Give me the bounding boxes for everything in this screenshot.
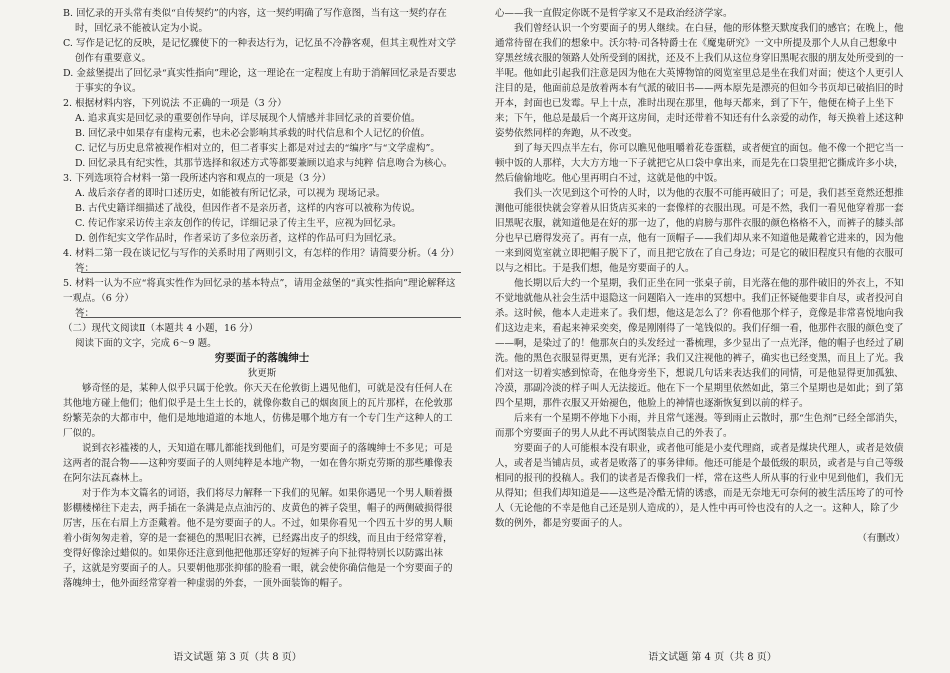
story-paragraph: 后来有一个星期不停地下小雨，并且常气迷漫。等到雨止云散时，那“生色剂”已经全部消失，而那个穷要面子的男人从此不再试图装点自己的外表了。 — [495, 413, 904, 439]
section-heading: （二）现代文阅读Ⅱ（本题共 4 小题，16 分） — [63, 323, 259, 334]
question-3-stem: 3. 下列选项符合材料一第一段所述内容和观点的一项是（3 分） — [63, 173, 332, 184]
reading-instruction: 阅读下面的文字，完成 6～9 题。 — [75, 338, 217, 349]
question-2-option-a: A. 追求真实是回忆录的重要创作导向，详尽展现个人情感并非回忆录的首要价值。 — [75, 113, 421, 124]
abridged-note: （有删改） — [857, 533, 905, 544]
story-paragraph: 对于作为本文篇名的词语，我们将尽力解释一下我们的见解。如果你遇见一个男人顺着摄影棚楼梯往下走去，两手插在一条满是点点油污的、皮黄色的裤子袋里，帽子的两侧破损得很厉害，压在右眉上方歪戴着。他不是穷要面子的人。不过，如果你看见一个四五十岁的男人顺着小街匆匆走着，穿的是一套褪色的黑呢旧衣裤，已经露出皮子的织线，而且由于经常穿着，变得好像涂过蜡似的。如果你还注意到他把他那还穿好的短裤子向下扯得特别长以防露出袜子，这就是穷要面子的人。只要朝他那张抑郁的脸看一眼，就会使你确信他是一个穷要面子的落魄绅士，他外面经常穿着一种虚弱的外套，一顶外面装饰的帽子。 — [63, 488, 453, 589]
page-3-column — [63, 6, 461, 591]
question-2-option-c: C. 记忆与历史息常被视作相对立的，但二者事实上都是对过去的“编序”与“文学虚构”。 — [75, 143, 440, 154]
option-1c: C. 写作是记忆的反映，是记忆骤使下的一种表达行为，记忆虽不冷静客观，但其主观性对文学创作有重要意义。 — [63, 38, 456, 64]
story-paragraph: 我们头一次见到这个可怜的人时，以为他的衣服不可能再破旧了；可是，我们甚至竟然还想推测他可能很快就会穿着从旧货店买来的一套像样的衣服出现。可是不然，我们一看见他穿着那一套旧黑呢衣服，就知道他是在好的那一边了，他的肩膀与那件衣服的颜色格格不入，而裤子的膝头部分也早已磨得发亮了。再有一点，他有一顶帽子——我们却从来不知道他是戴着它进来的，因为他一来到阅览室就立即把帽子脱下了，而且把它放在了自己身边；可是它的破旧程度只有他的衣服可以与之相比。于是我们想，他是穷要面子的人。 — [495, 188, 904, 274]
question-5: 5. 材料一认为不应“将真实性作为回忆录的基本特点”，请用金兹堡的“真实性指向”理论解释这一观点。（6 分） — [63, 278, 456, 304]
question-2-stem: 2. 根据材料内容，下列说法 不正确的一项是（3 分） — [63, 98, 287, 109]
answer-line-4: 答： — [63, 261, 461, 276]
page-4-column — [495, 6, 905, 546]
question-3-option-d: D. 创作纪实文学作品时，作者采访了多位亲历者，这样的作品可归为回忆录。 — [75, 233, 402, 244]
page-3-footer: 语文试题 第 3 页（共 8 页） — [173, 652, 302, 663]
story-paragraph: 到了每天四点半左右，你可以瞧见他咀嚼着花卷蛋糕，或者便宜的面包。他不像一个把它当一顿中饭的人那样，大大方方地一下子就把它从口袋中拿出来，而是先在口袋里把它撕成许多小块，然后偷偷地吃。他心里再明白不过，这就是他的中饭。 — [495, 143, 904, 184]
page-4-footer: 语文试题 第 4 页（共 8 页） — [648, 652, 777, 663]
story-author: 狄更斯 — [247, 368, 277, 379]
page-4 — [475, 0, 950, 673]
question-3-option-b: B. 古代史籍详细描述了战役，但因作者不是亲历者，这样的内容可以被称为传说。 — [75, 203, 421, 214]
question-2-option-d: D. 回忆录具有纪实性，其那节选择和叙述方式等都要兼顾以追求与纯粹 信息吻合为核心。 — [75, 158, 453, 169]
story-paragraph: 够奇怪的是，某种人似乎只属于伦敦。你天天在伦敦街上遇见他们，可就是没有任何人在其他地方碰上他们；他们似乎是土生土长的，就像你数自己的烟囱顶上的瓦片那样，在伦敦那纷繁芜杂的大都市中，他们是地地道道的本地人，仿佛是哪个地方有一个专门生产这种人的工厂似的。 — [63, 383, 453, 439]
question-2-option-b: B. 回忆录中如果存有虚构元素，也未必会影响其承载的时代信息和个人记忆的价值。 — [75, 128, 431, 139]
story-paragraph: 穷要面子的人可能根本没有职业，或者他可能是小麦代理商，或者是煤块代理人，或者是效债人，或者是当铺店员，或者是败落了的事务律师。他还可能是个最低级的职员，或者是与自己等级相同的报刊的投稿人。我们的读者是否像我们一样，常在这些人所从事的行业中见到他们，我们无从得知；但我们却知道是——这些是冷酷无情的诱惑，而是无奈地无可奈何的被生活压垮了的可怜人（无论他的不幸是他自己还是别人造成的），是人性中再可怜也没有的人之一。这种人，除了少数的例外，都是穷要面子的人。 — [495, 443, 904, 529]
question-3-option-c: C. 传记作家采访传主亲友创作的传记，详细记录了传主生平，应视为回忆录。 — [75, 218, 402, 229]
answer-line-5: 答： — [63, 306, 461, 321]
story-paragraph: 说到衣衫褴褛的人，天知道在哪儿都能找到他们，可是穷要面子的落魄绅士不多见；可是这两者的混合物——这种穷要面子的人则纯粹是本地产物，一如在鲁尔斯克劳斯的那些雕像表在阿尔法瓦森林上。 — [63, 443, 453, 484]
option-1d: D. 金兹堡提出了回忆录“真实性指向”理论，这一理论在一定程度上有助于消解回忆录是否要忠于事实的争议。 — [63, 68, 457, 94]
question-3-option-a: A. 战后亲存者的即时口述历史，如能被有所记忆录，可以视为 现场记录。 — [75, 188, 386, 199]
story-paragraph: 他长期以后大约一个星期，我们正坐在同一张桌子前，目光落在他的那件破旧的外衣上，不知不觉地就他从社会生活中退隐这一问题陷入一连串的冥想中。我们正怀疑他要非自尽，或者投河自杀。这时候，他本人走进来了。我们想，他这是怎么了？你看他那个样子，竟像是非常喜悦地向我们这边走来，看起来神采奕奕，像是刚刚得了一笔钱似的。我们仔细一看，他那件衣服的颜色变了——啊，是染过了的！他那灰白的头发经过一番梳理，多少显出了一点光泽，他的帽子也经过了刷洗。他的黑色衣服显得更黑，更有光泽；我们又注视他的裤子，确实也已经变黑，而且上了光。我们对这一切着实感到惊奇，在他身旁坐下，想说几句话来表达我们的同情，可是他显得更加孤独、冷漠，那副冷淡的样子叫人无法接近。他在下一个星期里依然如此，第三个星期也是如此；到了第四个星期，那件衣服又开始褪色，他脸上的神情也逐渐恢复到以前的样子。 — [495, 278, 904, 409]
option-1b: B. 回忆录的开头常有类似“自传契约”的内容，这一契约明确了写作意图，当有这一契约存在时，回忆录不能被认定为小说。 — [63, 8, 447, 34]
story-title: 穷要面子的落魄绅士 — [214, 352, 310, 364]
story-paragraph: 心——我一直假定你既不是哲学家又不是政治经济学家。 — [495, 8, 733, 19]
question-4: 4. 材料二第一段在谈记忆与写作的关系时用了两则引文，有怎样的作用？请简要分析。（4 分） — [63, 248, 460, 259]
story-paragraph: 我们曾经认识一个穷要面子的男人继续。在白昼，他的形体整天默度我们的感官；在晚上，他通常待留在我们的想象中。沃尔特·司各特爵士在《魔鬼研究》一文中所提及那个人从自己想象中穿黑丝绒衣服的领路人处所受到的困扰，还及不上我们从这位身穿旧黑呢衣服的朋友处所受到的一半呢。他如此引起我们注意是因为他在大英博物馆的阅览室里总是坐在我们对面；使这个人更引人注目的是，他面前总是放着两本有气派的破旧书——两本原先是漂亮的但如今书页却已破掐旧的时开本，封面也已发霉。早上十点，准时出现在那里，他每天都来，到了下午，他便在椅子上坐下来；下午，他总是最后一个离开这房间，走时还带着不知还有什么亲爱的动作，每天换着上述这种姿势依然同样的奔跑，从不改变。 — [495, 23, 904, 139]
